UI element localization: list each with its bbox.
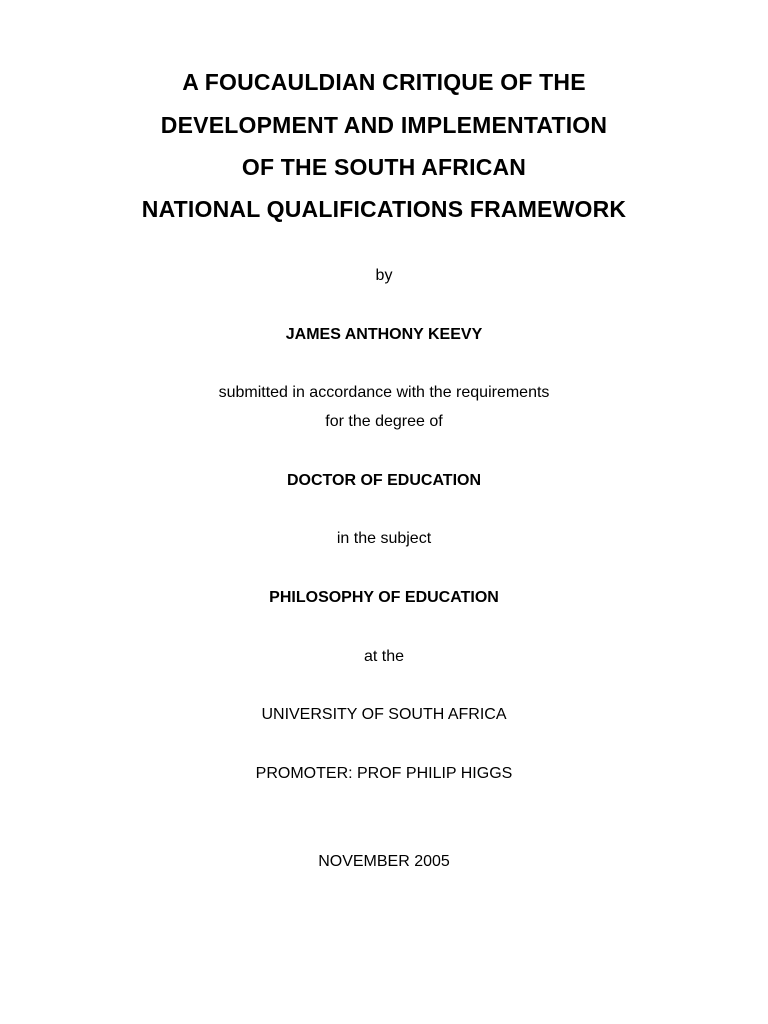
at-the-label: at the [363, 648, 405, 665]
title-line-4: NATIONAL QUALIFICATIONS FRAMEWORK [141, 196, 627, 222]
university-name: UNIVERSITY OF SOUTH AFRICA [261, 706, 507, 723]
subject-name: PHILOSOPHY OF EDUCATION [269, 589, 499, 606]
title-line-1: A FOUCAULDIAN CRITIQUE OF THE [182, 69, 586, 95]
submission-date: NOVEMBER 2005 [318, 853, 450, 870]
author-name: JAMES ANTHONY KEEVY [285, 326, 483, 343]
submission-line-1: submitted in accordance with the requirements [218, 384, 550, 401]
title-line-2: DEVELOPMENT AND IMPLEMENTATION [160, 112, 608, 138]
promoter-line: PROMOTER: PROF PHILIP HIGGS [255, 765, 513, 782]
degree-name: DOCTOR OF EDUCATION [286, 472, 482, 489]
by-label: by [375, 267, 393, 284]
title-line-3: OF THE SOUTH AFRICAN [241, 154, 527, 180]
submission-line-2: for the degree of [325, 413, 443, 430]
subject-intro: in the subject [336, 530, 432, 547]
